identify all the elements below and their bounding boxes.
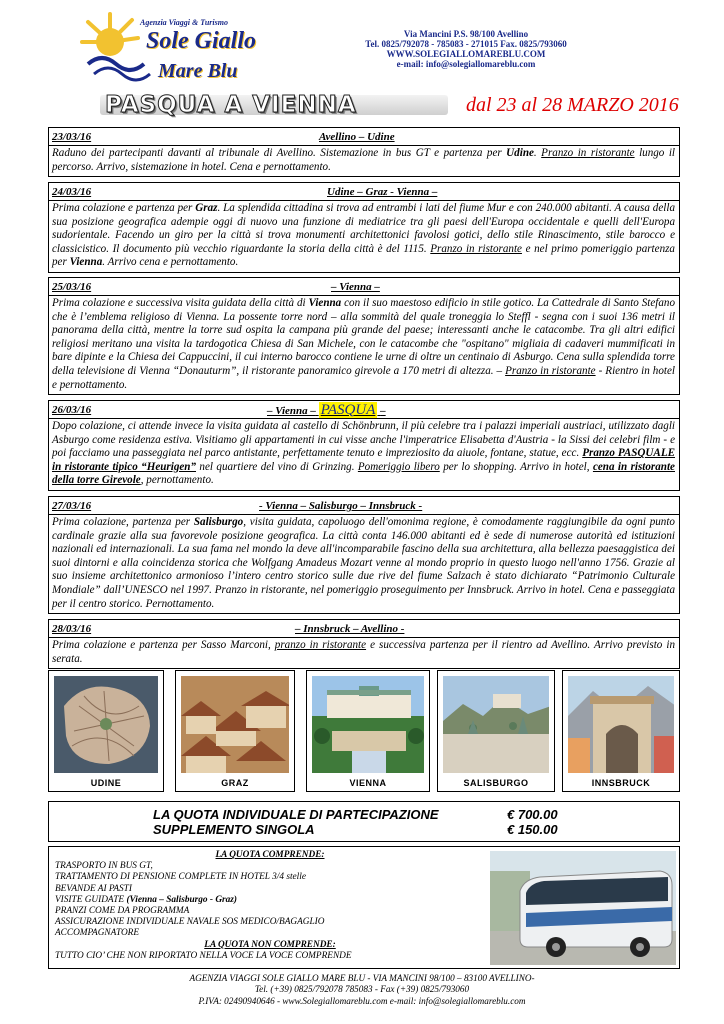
page-title: PASQUA A VIENNA: [105, 92, 357, 118]
address-line: Via Mancini P.S. 98/100 Avellino: [403, 29, 529, 39]
underlined-text: Pranzo in ristorante: [505, 364, 596, 377]
graz-rooftops-image: [181, 676, 289, 773]
include-item: BEVANDE AI PASTI: [55, 883, 132, 894]
single-supplement-value: € 150.00: [507, 822, 558, 837]
body-text: . Arrivo cena e pernottamento.: [102, 256, 239, 269]
day-description: [48, 515, 680, 614]
email-line[interactable]: e-mail: info@solegiallomareblu.com: [396, 59, 536, 69]
phone-line: Tel. 0825/792078 - 785083 - 271015 Fax. 0825/793060: [365, 39, 567, 49]
day-5: [48, 496, 680, 614]
day-6: [48, 619, 680, 669]
day-route: - Vienna – Salisburgo – Innsbruck -: [259, 500, 423, 512]
brand-name: Sole Giallo: [146, 28, 257, 54]
day-3: [48, 277, 680, 395]
day-route: [267, 402, 386, 419]
day-date: 26/03/16: [52, 404, 92, 416]
photo-udine: [48, 670, 164, 792]
price-box: [48, 801, 680, 842]
include-item-bold: (Vienna – Salisburgo - Graz): [126, 894, 238, 905]
photo-strip: [48, 670, 680, 792]
day-description: [48, 296, 680, 395]
page-footer: [0, 973, 724, 1007]
underlined-text: Pranzo in ristorante: [430, 242, 522, 255]
footer-address: AGENZIA VIAGGI SOLE GIALLO MARE BLU - VIA MANCINI 98/100 – 83100 AVELLINO-: [189, 973, 535, 983]
body-text: , pernottamento.: [140, 474, 214, 487]
day-2: [48, 182, 680, 273]
footer-phone: Tel. (+39) 0825/792078 785083 - Fax (+39) 0825/793060: [254, 984, 470, 995]
not-included-heading: LA QUOTA NON COMPRENDE:: [204, 939, 336, 950]
include-item: TRATTAMENTO DI PENSIONE COMPLETE IN HOTEL 3/4 stelle: [55, 872, 306, 883]
day-date: 23/03/16: [52, 131, 92, 143]
pasqua-highlight: PASQUA: [320, 402, 376, 418]
footer-vat-web: P.IVA: 02490940646 - www.Solegiallomareblu.com e-mail: info@solegiallomareblu.com: [198, 995, 526, 1006]
day-route: Avellino – Udine: [319, 131, 395, 143]
photo-caption: SALISBURGO: [463, 778, 529, 788]
emphasis-text: Vienna: [308, 297, 342, 309]
body-text: , visita guidata, capoluogo dell'omonima regione, è comodamente raggiungibile da ogni punto cardinale grazie alla sua favorevole posizione geografica. La città conta 146.000 abitanti ed è sede di numerose autorità ed istituzioni nazionali ed internazionali. La sua fama nel mondo la deve all'incomparabile fascino della sua architettura, alla bellezza paesaggistica dei suoi dintorni e alla coincidenza storica che Wolfgang Amadeus Mozart venne al mondo proprio in questo luogo nell'anno 1756. Grazie al suo insieme architettonico armonioso l’intero centro storico sulle due rive del fiume Salzach è stato dichiarato “Patrimonio Culturale Mondiale” dall’UNESCO nel 1997. Pranzo in ristorante, nel pomeriggio proseguimento per Innsbruck. Arrivo in hotel. Cena e passeggiata per il centro storico. Pernottamento.: [52, 516, 675, 610]
route-text: –: [380, 405, 386, 417]
body-text: .: [533, 147, 542, 159]
day-route: Udine – Graz - Vienna –: [327, 186, 438, 198]
day-route: – Innsbruck – Avellino -: [295, 623, 405, 635]
udine-aerial-image: [54, 676, 158, 773]
agency-logo: [80, 12, 270, 90]
include-item: VISITE GUIDATE (Vienna – Salisburgo - Graz): [55, 894, 238, 905]
salzburg-skyline-image: [443, 676, 549, 773]
website-line[interactable]: WWW.SOLEGIALLOMAREBLU.COM: [386, 49, 546, 59]
body-text: Prima colazione e successiva visita guidata della città di: [52, 297, 309, 309]
innsbruck-arch-image: [568, 676, 674, 773]
quota-label: LA QUOTA INDIVIDUALE DI PARTECIPAZIONE: [153, 807, 439, 822]
includes-heading: LA QUOTA COMPRENDE:: [215, 850, 325, 860]
route-text: – Vienna –: [267, 405, 316, 417]
day-route: – Vienna –: [331, 281, 380, 293]
include-item: PRANZI COME DA PROGRAMMA: [55, 906, 190, 917]
emphasis-text: Udine: [506, 147, 534, 159]
photo-vienna: [306, 670, 430, 792]
not-included-item: TUTTO CIO’ CHE NON RIPORTATO NELLA VOCE LA VOCE COMPRENDE: [55, 950, 352, 961]
quota-value: € 700.00: [507, 807, 558, 822]
single-supplement-label: SUPPLEMENTO SINGOLA: [153, 822, 315, 837]
day-4: [48, 400, 680, 491]
day-date: 27/03/16: [52, 500, 92, 512]
include-item: TRASPORTO IN BUS GT,: [55, 861, 153, 872]
trip-dates: dal 23 al 28 MARZO 2016: [466, 94, 679, 116]
body-text: Raduno dei partecipanti davanti al tribunale di Avellino. Sistemazione in bus GT e partenza per: [52, 147, 507, 159]
contact-block: [286, 29, 646, 69]
includes-list: [55, 850, 485, 962]
include-item: ACCOMPAGNATORE: [55, 928, 140, 939]
body-text: nel quartiere del vino di Grinzing.: [196, 460, 358, 473]
underlined-text: pranzo in ristorante: [274, 639, 367, 651]
body-text: con il suo maestoso edificio in stile gotico. La Cattedrale di Santo Stefano che è l’emblema religioso di Vienna. La possente torre nord – alla sommità del quale troneggia lo Steffl - segna con i suoi 136 metri il panorama della città, mentre la torre sud ospita la campana più grande del paese; interessanti anche le catacombe. Tra gli altri edifici religiosi meritano una visita la tardogotica Chiesa di San Michele, con le catacombe che "ospitano" migliaia di cadaveri mummificati in bare dipinte e la Chiesa dei Cappuccini, il cui interno barocco contiene le urne di oltre un centinaio di Asburgo. Cena sulla splendida torre della televisione di Vienna “Donauturm”, il ristorante panoramico girevole a 170 metri di altezza. –: [52, 297, 675, 377]
body-text: Prima colazione e partenza per Sasso Marconi,: [52, 639, 275, 651]
body-text: lungo il percorso. Arrivo, sistemazione in hotel. Cena e pernottamento.: [52, 147, 675, 173]
day-header: [48, 496, 680, 515]
body-text: e nel primo pomeriggio partenza per: [52, 242, 675, 269]
emphasis-text: Vienna: [69, 256, 103, 269]
emphasis-text: cena in ristorante della torre Girevole: [52, 460, 675, 487]
underlined-text: Pomeriggio libero: [357, 460, 440, 473]
underlined-text: Pranzo in ristorante: [541, 147, 635, 159]
photo-caption: INNSBRUCK: [591, 778, 651, 788]
day-header: [48, 277, 680, 296]
day-date: 28/03/16: [52, 623, 92, 635]
body-text: . La splendida cittadina si trova ad entrambi i lati del fiume Mur e con 240.000 abitanti. A causa della sua posizione geografica adempie oggi di nuovo una funzione di mediatrice tra gli paesi dell'Europa occidentale e quelli dell'Europa sudorientale. Facendo un giro per la città si trova monumenti architettonici favolosi gotici, dello stile Rinascimento, stile barocco e classicistico. Il documento più vecchio riguardante la storia della città è del 1115.: [52, 202, 675, 255]
day-description: [48, 638, 680, 669]
day-description: [48, 146, 680, 177]
body-text: Dopo colazione, ci attende invece la visita guidata al castello di Schönbrunn, il più celebre tra i palazzi imperiali austriaci, utilizzato dagli Asburgo come residenza estiva. Visitiamo gli appartamenti in cui visse anche l'imperatrice Elisabetta d'Austria - la Sissi dei celebri film - e poi facciamo una passeggiata nel parco antistante, perfettamente tenuto e impreziosito da aiuole, fontane, statue, ecc.: [52, 420, 675, 460]
photo-caption: GRAZ: [221, 778, 249, 788]
day-1: [48, 127, 680, 177]
day-header: [48, 619, 680, 638]
body-text: - Rientro in hotel e pernottamento.: [52, 364, 675, 391]
photo-innsbruck: [562, 670, 680, 792]
agency-tagline: Agenzia Viaggi & Turismo: [140, 18, 228, 27]
vienna-palace-image: [312, 676, 424, 773]
day-description: [48, 419, 680, 491]
brand-subname: Mare Blu: [158, 60, 238, 82]
day-header: [48, 127, 680, 146]
emphasis-text: Graz: [195, 202, 218, 214]
photo-salisburgo: [437, 670, 555, 792]
day-date: 25/03/16: [52, 281, 92, 293]
body-text: e successiva partenza per il rientro ad Avellino. Arrivo previsto in serata.: [52, 639, 675, 665]
emphasis-text: Pranzo PASQUALE in ristorante tipico “Heurigen”: [52, 447, 675, 473]
photo-graz: [175, 670, 295, 792]
includes-box: [48, 846, 680, 969]
photo-caption: VIENNA: [349, 778, 387, 788]
day-header: [48, 400, 680, 419]
body-text: Prima colazione, partenza per: [52, 516, 194, 528]
day-description: [48, 201, 680, 273]
body-text: per lo shopping. Arrivo in hotel,: [439, 460, 593, 473]
photo-caption: UDINE: [90, 778, 122, 788]
emphasis-text: Salisburgo: [193, 516, 244, 528]
day-header: [48, 182, 680, 201]
coach-bus-image: [490, 851, 676, 965]
body-text: Prima colazione e partenza per: [52, 202, 196, 214]
include-item: ASSICURAZIONE INDIVIDUALE NAVALE SOS MEDICO/BAGAGLIO: [55, 917, 325, 928]
day-date: 24/03/16: [52, 186, 92, 198]
